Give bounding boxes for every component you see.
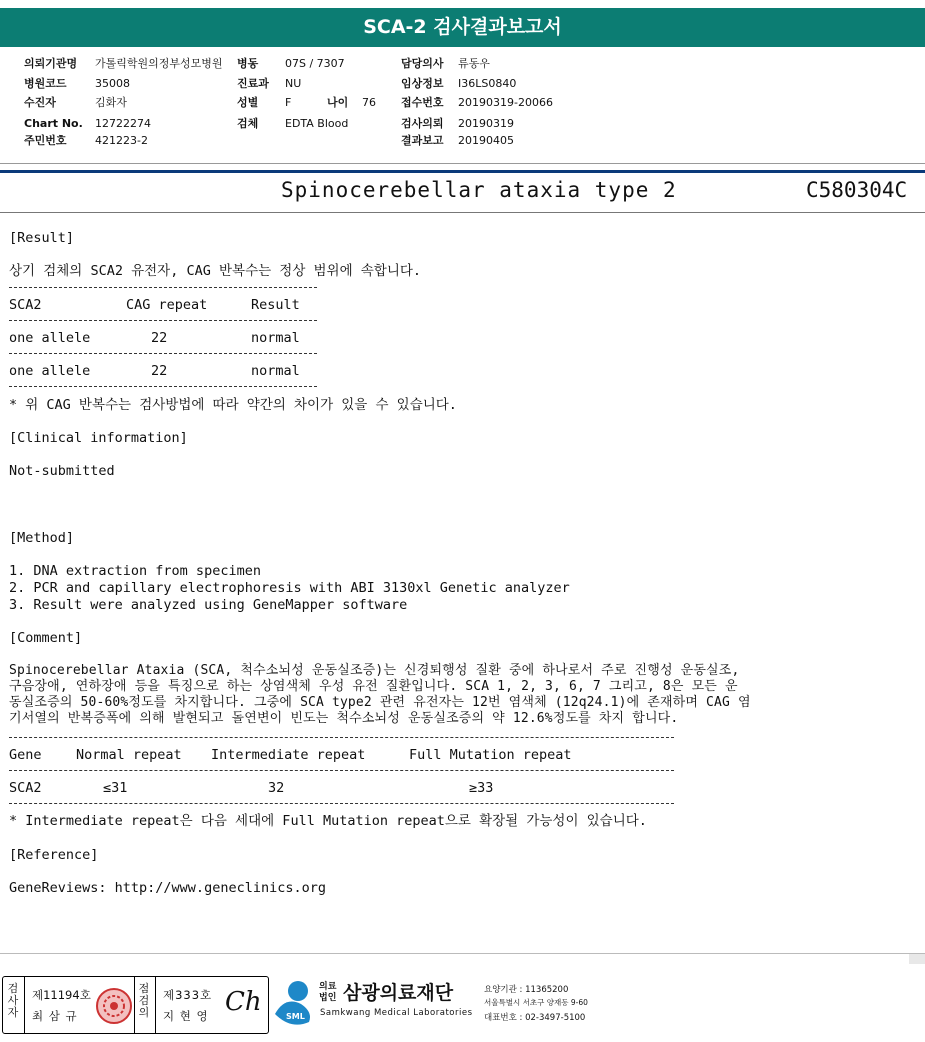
- org-type: 의료법인: [319, 982, 337, 1003]
- divider: [24, 977, 25, 1033]
- comment-line: 동실조증의 50-60%정도를 차지합니다. 그중에 SCA type2 관련 유전자는 12번 염색체 (12q24.1)에 존재하며 CAG 염: [9, 695, 751, 710]
- clinical-heading: [Clinical information]: [9, 430, 188, 446]
- divider: [155, 977, 156, 1033]
- table-cell: 22: [151, 363, 168, 379]
- result-heading: [Result]: [9, 230, 75, 246]
- info-label: 수진자: [24, 96, 56, 109]
- org-phone: 대표번호 : 02-3497-5100: [484, 1013, 586, 1023]
- comment-line: 구음장애, 연하장애 등을 특징으로 하는 상염색체 우성 유전 질환입니다. SCA 1, 2, 3, 6, 7 그리고, 8은 모든 운: [9, 679, 738, 694]
- method-heading: [Method]: [9, 530, 75, 546]
- inspector-license: 제11194호: [32, 988, 91, 1002]
- info-value: EDTA Blood: [285, 117, 349, 130]
- info-value: NU: [285, 77, 302, 90]
- info-label: 접수번호: [401, 96, 444, 109]
- info-label: 성별: [237, 96, 259, 109]
- logo-text: SML: [286, 1012, 305, 1021]
- method-step: 2. PCR and capillary electrophoresis with ABI 3130xl Genetic analyzer: [9, 580, 570, 596]
- info-label: 결과보고: [401, 134, 444, 147]
- col-header-cag: CAG repeat: [126, 297, 208, 313]
- info-value: I36LS0840: [458, 77, 517, 90]
- info-value: 류동우: [458, 57, 490, 70]
- table-rule: [9, 386, 317, 387]
- info-value: 07S / 7307: [285, 57, 345, 70]
- age-value: 76: [362, 96, 376, 109]
- clinical-text: Not-submitted: [9, 463, 115, 479]
- info-value: 421223-2: [95, 134, 148, 147]
- info-label: Chart No.: [24, 117, 83, 130]
- divider: [0, 170, 925, 173]
- table-cell: ≤31: [103, 780, 128, 796]
- org-address: 서울특별시 서초구 양재동 9-60: [484, 998, 588, 1007]
- comment-note: * Intermediate repeat은 다음 세대에 Full Mutation repeat으로 확장될 가능성이 있습니다.: [9, 813, 647, 829]
- table-cell: 32: [268, 780, 285, 796]
- divider: [0, 163, 925, 164]
- divider: [0, 953, 925, 954]
- comment-heading: [Comment]: [9, 630, 83, 646]
- info-label: 의뢰기관명: [24, 57, 78, 70]
- seal-icon: [95, 987, 133, 1025]
- test-title-bar: [0, 176, 925, 210]
- table-cell: ≥33: [469, 780, 494, 796]
- col-header-intermediate: Intermediate repeat: [211, 747, 366, 763]
- signature: Ch: [225, 987, 262, 1017]
- col-header-gene: Gene: [9, 747, 42, 763]
- info-value: 12722274: [95, 117, 151, 130]
- info-value: 20190319: [458, 117, 514, 130]
- table-cell: SCA2: [9, 780, 42, 796]
- info-label: 임상정보: [401, 77, 444, 90]
- age-label: 나이: [327, 96, 349, 109]
- info-label: 검체: [237, 117, 259, 130]
- result-note: * 위 CAG 반복수는 검사방법에 따라 약간의 차이가 있을 수 있습니다.: [9, 397, 457, 413]
- supervisor-license: 제333호: [163, 988, 213, 1002]
- col-header-full: Full Mutation repeat: [409, 747, 572, 763]
- info-label: 주민번호: [24, 134, 67, 147]
- sml-logo-icon: [271, 978, 317, 1028]
- col-header-sca2: SCA2: [9, 297, 42, 313]
- report-title: SCA-2 검사결과보고서: [0, 8, 925, 47]
- reference-text: GeneReviews: http://www.geneclinics.org: [9, 880, 326, 896]
- inspector-label: 검 사 자: [7, 982, 19, 1019]
- info-value: 35008: [95, 77, 130, 90]
- method-step: 3. Result were analyzed using GeneMapper software: [9, 597, 408, 613]
- table-cell: 22: [151, 330, 168, 346]
- info-label: 검사의뢰: [401, 117, 444, 130]
- org-en-name: Samkwang Medical Laboratories: [320, 1008, 473, 1018]
- result-summary: 상기 검체의 SCA2 유전자, CAG 반복수는 정상 범위에 속합니다.: [9, 263, 422, 279]
- table-cell: one allele: [9, 363, 91, 379]
- info-label: 병동: [237, 57, 259, 70]
- org-code: 요양기관 : 11365200: [484, 985, 569, 995]
- table-rule: [9, 803, 674, 804]
- table-cell: one allele: [9, 330, 91, 346]
- info-value: 20190405: [458, 134, 514, 147]
- table-cell: normal: [251, 363, 300, 379]
- comment-line: 기서열의 반복증폭에 의해 발현되고 돌연변이 빈도는 척수소뇌성 운동실조증의 약 12.6%정도를 차지 합니다.: [9, 711, 679, 726]
- supervisor-name: 지 현 영: [163, 1009, 209, 1023]
- info-value: 김화자: [95, 96, 127, 109]
- org-name: 삼광의료재단: [343, 982, 454, 1004]
- table-rule: [9, 320, 317, 321]
- signature-box: [2, 976, 269, 1034]
- divider: [134, 977, 135, 1033]
- info-value: F: [285, 96, 292, 109]
- table-rule: [9, 287, 317, 288]
- test-name: Spinocerebellar ataxia type 2: [281, 178, 677, 202]
- test-code: C580304C: [806, 178, 908, 202]
- info-value: 가톨릭학원의정부성모병원: [95, 57, 223, 70]
- supervisor-label: 점 검 의: [138, 982, 150, 1019]
- info-label: 병원코드: [24, 77, 67, 90]
- table-rule: [9, 737, 674, 738]
- divider: [0, 212, 925, 213]
- inspector-name: 최 삼 규: [32, 1009, 78, 1023]
- scroll-corner: [909, 954, 925, 964]
- table-cell: normal: [251, 330, 300, 346]
- info-value: 20190319-20066: [458, 96, 553, 109]
- method-step: 1. DNA extraction from specimen: [9, 563, 261, 579]
- col-header-result: Result: [251, 297, 300, 313]
- table-rule: [9, 353, 317, 354]
- col-header-normal: Normal repeat: [76, 747, 182, 763]
- table-rule: [9, 770, 674, 771]
- comment-line: Spinocerebellar Ataxia (SCA, 척수소뇌성 운동실조증)는 신경퇴행성 질환 중에 하나로서 주로 진행성 운동실조,: [9, 663, 740, 678]
- info-label: 담당의사: [401, 57, 444, 70]
- info-label: 진료과: [237, 77, 269, 90]
- reference-heading: [Reference]: [9, 847, 99, 863]
